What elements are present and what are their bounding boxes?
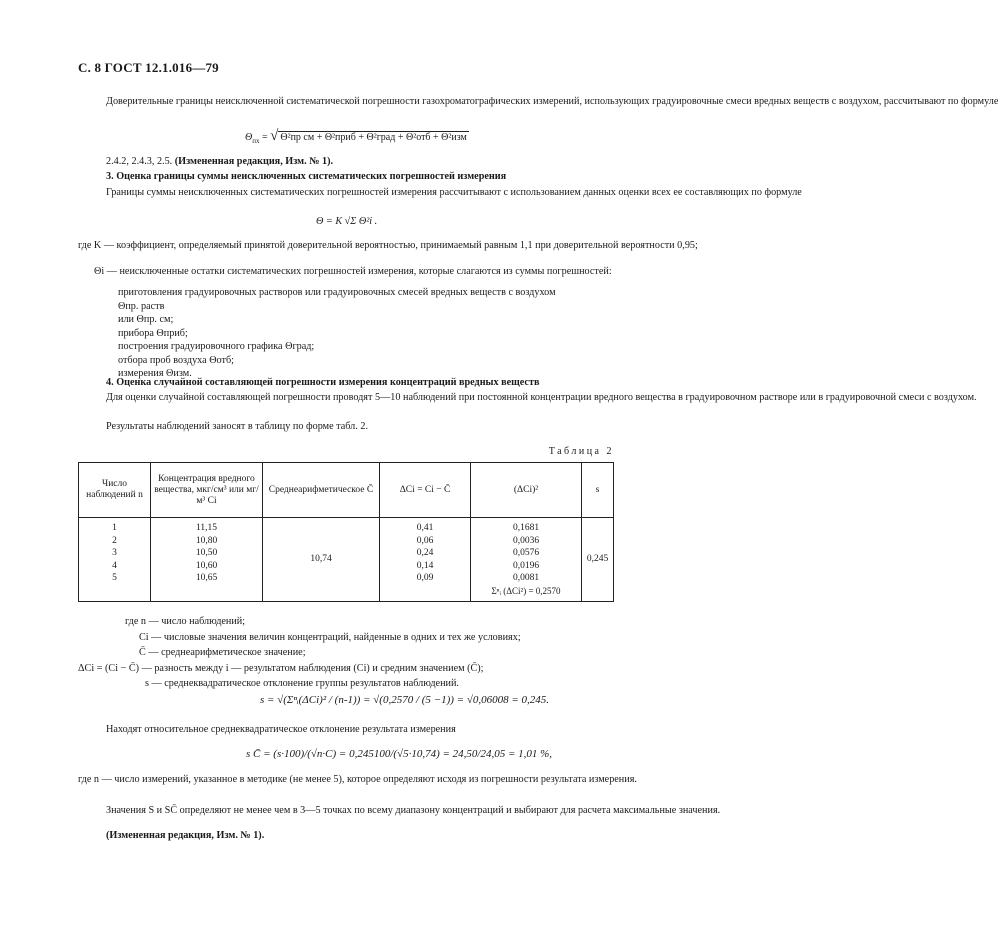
- formula1-eq: =: [261, 132, 268, 143]
- para-relative: Находят относительное среднеквадратическое отклонение результата измерения: [106, 724, 456, 735]
- cell-mean: 10,74: [263, 518, 380, 602]
- def-ci: Ci — числовые значения величин концентраций, найденные в одних и тех же условиях;: [139, 631, 521, 643]
- para-results: Результаты наблюдений заносят в таблицу по форме табл. 2.: [106, 421, 368, 432]
- where-n: где n — число измерений, указанное в методике (не менее 5), которое определяют исходя из погрешности результата измерения.: [78, 774, 637, 785]
- def-delta: ΔCi = (Ci − C̄) — разность между i — результатом наблюдения (Ci) и средним значением (C̄);: [78, 662, 484, 674]
- formula-theta-px: $\Theta_{пх}$ = √ Θ²пр см + Θ²приб + Θ²град + Θ²отб + Θ²изм: [245, 128, 467, 145]
- def-s: s — среднеквадратическое отклонение группы результатов наблюдений.: [145, 678, 459, 689]
- n-2: 2: [112, 535, 117, 546]
- table-caption: Таблица 2: [548, 446, 614, 457]
- delta-4: 0,14: [416, 560, 434, 571]
- delta-2: 0,06: [416, 535, 434, 546]
- ci-1: 11,15: [195, 523, 218, 533]
- formula-s-relative: s C̄ = (s·100)/(√n·C) = 0,245100/(√5·10,74) = 24,50/24,05 = 1,01 %,: [246, 748, 553, 760]
- ci-2: 10,80: [195, 535, 218, 546]
- delta-sq-4: 0,0196: [512, 560, 540, 571]
- where-theta-i: Θi — неисключенные остатки систематических погрешностей измерения, которые слагаются из суммы погрешностей:: [94, 266, 612, 277]
- delta-1: 0,41: [416, 523, 434, 533]
- cell-s: 0,245: [582, 518, 614, 602]
- error-list: [118, 286, 614, 381]
- table-row: [79, 518, 614, 602]
- delta-sq-5: 0,0081: [512, 573, 540, 583]
- def-n: где n — число наблюдений;: [125, 616, 246, 627]
- n-1: 1: [112, 523, 117, 533]
- table-header-row: [79, 463, 614, 518]
- n-5: 5: [112, 573, 117, 583]
- n-4: 4: [112, 560, 117, 571]
- cell-n: [79, 518, 151, 602]
- refs-line: [106, 156, 333, 167]
- formula-s: s = √(Σⁿᵢ(ΔCi)² / (n-1)) = √(0,2570 / (5 −1)) = √0,06008 = 0,245.: [260, 694, 550, 706]
- results-table: [78, 462, 614, 602]
- def-mean: C̄ — среднеарифметическое значение;: [139, 647, 306, 658]
- col-header-n: Число наблюдений n: [79, 463, 151, 518]
- delta-sq-2: 0,0036: [512, 535, 540, 546]
- section-4-heading: 4. Оценка случайной составляющей погрешности измерения концентраций вредных веществ: [106, 377, 540, 388]
- n-3: 3: [112, 548, 117, 558]
- formula1-lhs: Θ: [245, 132, 253, 143]
- ci-4: 10,60: [195, 560, 218, 571]
- col-header-s: s: [582, 463, 614, 518]
- delta-sq-1: 0,1681: [512, 523, 540, 533]
- ci-3: 10,50: [195, 548, 218, 558]
- col-header-mean: Среднеарифметическое C̄: [263, 463, 380, 518]
- list-item: измерения Θизм.: [118, 368, 192, 379]
- footer-amended: (Измененная редакция, Изм. № 1).: [106, 830, 265, 841]
- list-item: построения градуировочного графика Θград;: [118, 341, 315, 352]
- formula-theta-sum: Θ = K √Σ Θ²i .: [316, 216, 378, 227]
- list-item: прибора Θприб;: [118, 327, 188, 339]
- list-item: приготовления градуировочных растворов или градуировочных смесей вредных веществ с воздухом: [118, 287, 556, 298]
- para-values-s: Значения S и SC̄ определяют не менее чем в 3—5 точках по всему диапазону концентраций и выбирают для расчета максимальные значения.: [106, 805, 721, 816]
- col-header-delta: ΔCi = Ci − C̄: [380, 463, 471, 518]
- where-K: где K — коэффициент, определяемый принятой доверительной вероятностью, принимаемый равным 1,1 при доверительной вероятности 0,95;: [78, 240, 698, 251]
- delta-3: 0,24: [416, 548, 434, 558]
- para-confidence-bounds: Доверительные границы неисключенной систематической погрешности газохроматографических измерений, использующих градуировочные смеси вредных веществ с воздухом, рассчитывают по формуле: [106, 96, 998, 107]
- delta-5: 0,09: [416, 573, 434, 583]
- page-header: С. 8 ГОСТ 12.1.016—79: [78, 60, 219, 75]
- col-header-delta-sq: (ΔCi)²: [471, 463, 582, 518]
- formula1-lhs-sub: пх: [252, 137, 260, 145]
- delta-sq-3: 0,0576: [512, 548, 540, 558]
- list-item: или Θпр. см;: [118, 314, 174, 325]
- list-item: Θпр. раств: [118, 300, 165, 312]
- refs-amended: (Измененная редакция, Изм. № 1).: [174, 156, 334, 167]
- definitions-block: [78, 614, 521, 692]
- section-3-heading: 3. Оценка границы суммы неисключенных систематических погрешностей измерения: [106, 171, 507, 182]
- para-section3: Границы суммы неисключенных систематических погрешностей измерения рассчитывают с использованием данных оценки всех ее составляющих по формуле: [106, 187, 802, 198]
- delta-sq-sum: Σⁿᵢ (ΔCi²) = 0,2570: [491, 585, 561, 596]
- list-item: отбора проб воздуха Θотб;: [118, 354, 234, 366]
- col-header-ci: Концентрация вредного вещества, мкг/см³ или мг/м³ Ci: [151, 463, 263, 518]
- formula1-body: Θ²пр см + Θ²приб + Θ²град + Θ²отб + Θ²изм: [280, 132, 467, 143]
- cell-delta-sq: [471, 518, 582, 602]
- cell-delta: [380, 518, 471, 602]
- refs-plain: 2.4.2, 2.4.3, 2.5.: [106, 156, 173, 167]
- cell-ci: [151, 518, 263, 602]
- para-section4: Для оценки случайной составляющей погрешности проводят 5—10 наблюдений при постоянной концентрации вредного вещества в градуировочном растворе или в градуировочной смеси с воздухом.: [106, 392, 977, 403]
- ci-5: 10,65: [195, 573, 218, 583]
